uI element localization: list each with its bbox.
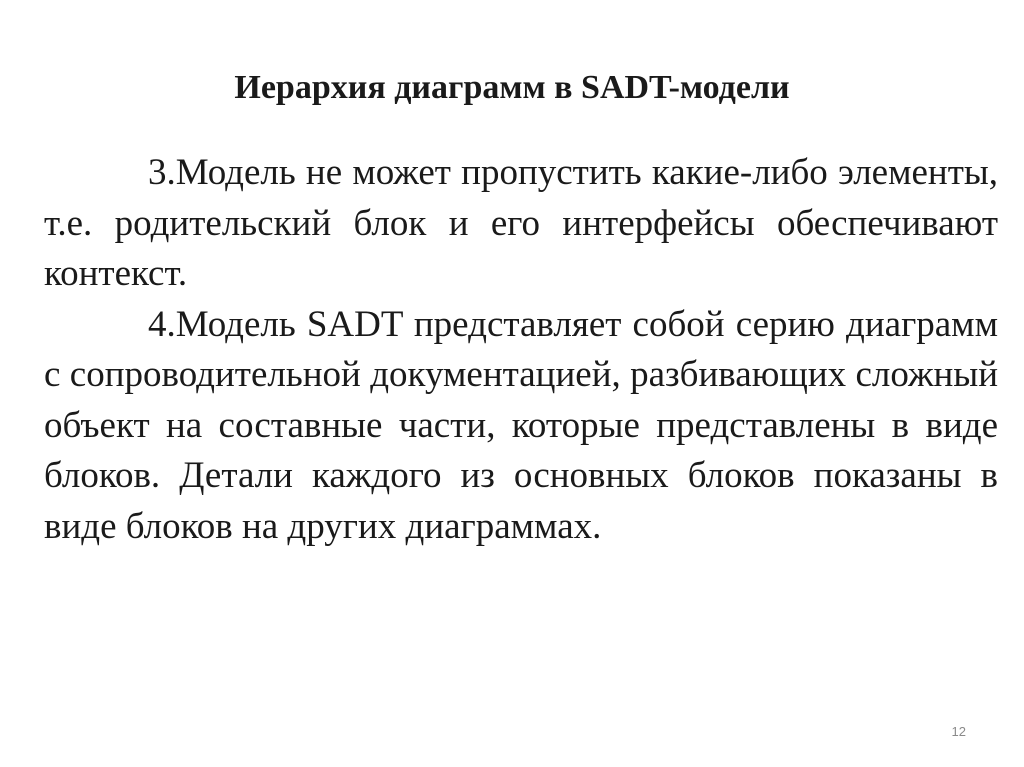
slide-body: [44, 148, 998, 552]
slide-title: Иерархия диаграмм в SADT-модели: [234, 69, 790, 106]
page-number: 12: [951, 724, 966, 739]
paragraph-item-4: 4.Модель SADT представляет собой серию диаграмм с сопроводительной документацией, разбивающих сложный объект на составные части, которые представлены в виде блоков. Детали каждого из основных блоков показаны в виде блоков на других диаграммах.: [44, 303, 998, 547]
paragraph-item-3: 3.Модель не может пропустить какие-либо элементы, т.е. родительский блок и его интерфейсы обеспечивают контекст.: [44, 152, 998, 294]
